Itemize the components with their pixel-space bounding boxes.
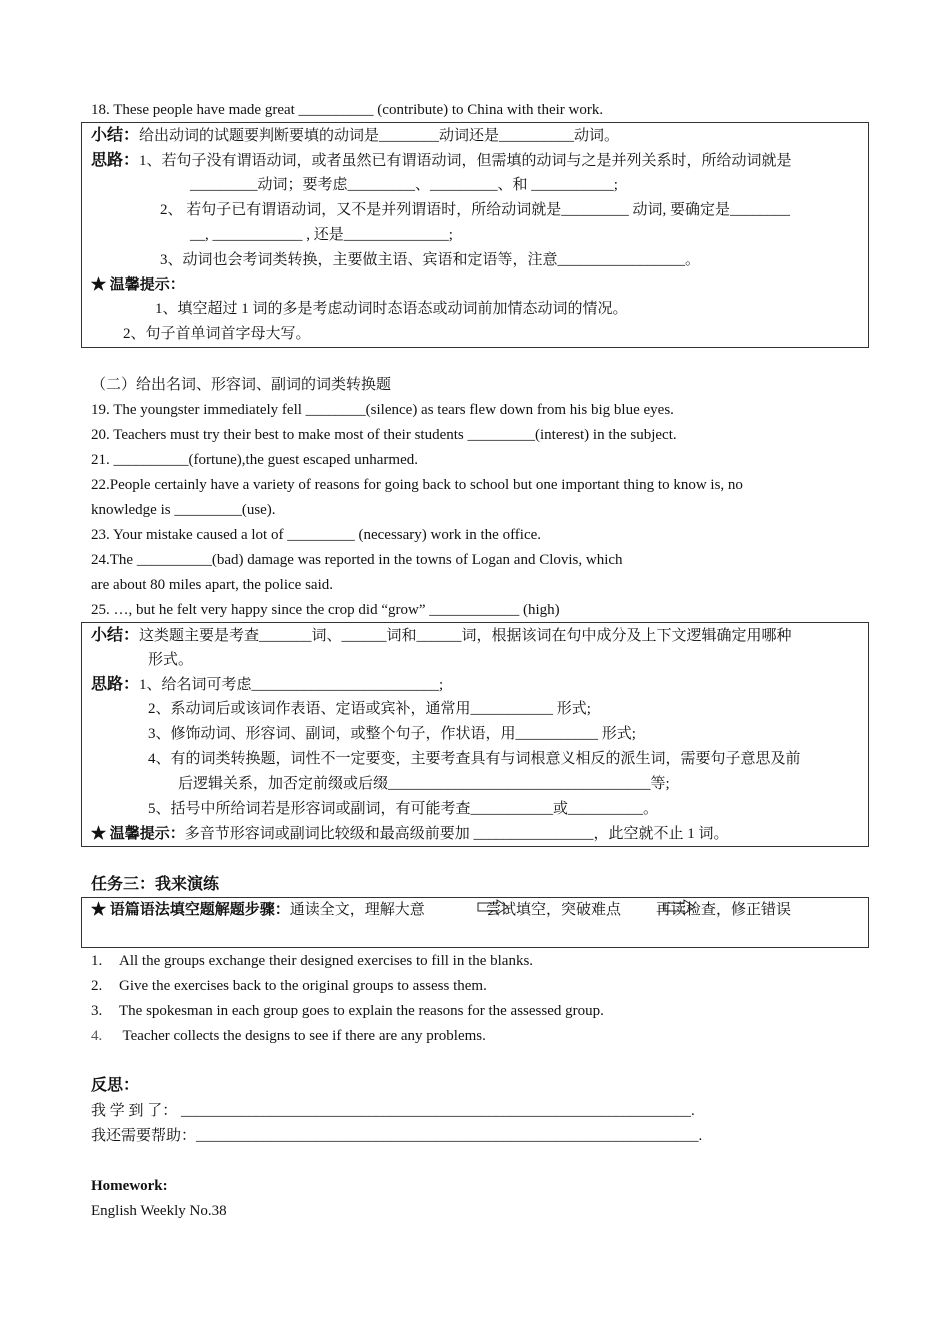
idea2-label: 思路： (91, 676, 140, 693)
question-24-cont: are about 80 miles apart, the police said. (91, 577, 333, 593)
tip2-line (91, 824, 729, 844)
question-22: 22.People certainly have a variety of reasons for going back to school but one important thing to know is, no (91, 477, 743, 493)
reflection-help: 我还需要帮助：___________________________________________________________________. (91, 1128, 703, 1144)
summary-line (91, 126, 619, 146)
reflection-title: 反思： (91, 1077, 140, 1094)
activity-item (91, 1026, 486, 1046)
homework-title: Homework: (91, 1178, 168, 1194)
summary2-text-b: 形式。 (148, 652, 194, 668)
activity-text: Teacher collects the designs to see if there are any problems. (119, 1028, 486, 1044)
activity-num: 2. (91, 978, 103, 994)
step-2: 尝试填空，突破难点 (486, 902, 622, 918)
summary2-text-a: 这类题主要是考查_______词、______词和______词，根据该词在句中成分及上下文逻辑确定用哪种 (139, 628, 792, 644)
tip-2: 2、句子首单词首字母大写。 (123, 326, 311, 342)
summary2-label: 小结： (91, 627, 140, 644)
idea-1a: 1、若句子没有谓语动词，或者虽然已有谓语动词，但需填的动词与之是并列关系时，所给动词就是 (139, 153, 792, 169)
tip-label: ★ 温馨提示： (91, 277, 185, 293)
idea2-line-1 (91, 675, 443, 695)
idea-2b: __, ____________ , 还是______________; (190, 227, 453, 243)
activity-item (91, 1001, 604, 1021)
summary-text: 给出动词的试题要判断要填的动词是________动词还是__________动词。 (139, 128, 620, 144)
idea-2a: 2、 若句子已有谓语动词，又不是并列谓语时，所给动词就是_________ 动词, 要确定是________ (160, 202, 791, 218)
question-22-cont: knowledge is _________(use). (91, 502, 276, 518)
idea2-4a: 4、有的词类转换题，词性不一定要变，主要考查具有与词根意义相反的派生词，需要句子意思及前 (148, 751, 801, 767)
idea-1b: _________动词；要考虑_________、_________、和 ___________; (190, 177, 618, 193)
activity-text: Give the exercises back to the original groups to assess them. (119, 978, 487, 994)
tip-1: 1、填空超过 1 词的多是考虑动词时态语态或动词前加情态动词的情况。 (155, 301, 628, 317)
activity-text: The spokesman in each group goes to explain the reasons for the assessed group. (119, 1003, 604, 1019)
activity-num: 4. (91, 1028, 103, 1044)
step-1: 通读全文，理解大意 (289, 902, 425, 918)
tip2-text: 多音节形容词或副词比较级和最高级前要加 ________________，此空就不止 1 词。 (184, 826, 729, 842)
summary2-line (91, 626, 792, 646)
section-2-title: （二）给出名词、形容词、副词的词类转换题 (91, 377, 392, 393)
activity-num: 1. (91, 953, 103, 969)
idea-label: 思路： (91, 152, 140, 169)
question-20: 20. Teachers must try their best to make most of their students _________(interest) in the subject. (91, 427, 677, 443)
reflection-learned: 我 学 到 了： ____________________________________________________________________. (91, 1103, 695, 1119)
question-25: 25. …, but he felt very happy since the crop did “grow” ____________ (high) (91, 602, 560, 618)
activity-text: All the groups exchange their designed exercises to fill in the blanks. (119, 953, 534, 969)
idea2-2: 2、系动词后或该词作表语、定语或宾补，通常用___________ 形式; (148, 701, 591, 717)
question-21: 21. __________(fortune),the guest escaped unharmed. (91, 452, 418, 468)
question-19: 19. The youngster immediately fell ________(silence) as tears flew down from his big blue eyes. (91, 402, 674, 418)
idea2-3: 3、修饰动词、形容词、副词，或整个句子，作状语，用___________ 形式; (148, 726, 636, 742)
steps-line (91, 900, 425, 920)
activity-item (91, 951, 533, 971)
question-23: 23. Your mistake caused a lot of _________ (necessary) work in the office. (91, 527, 542, 543)
question-24: 24.The __________(bad) damage was reported in the towns of Logan and Clovis, which (91, 552, 623, 568)
steps-label: ★ 语篇语法填空题解题步骤： (91, 902, 290, 918)
question-18: 18. These people have made great __________ (contribute) to China with their work. (91, 102, 604, 118)
idea2-5: 5、括号中所给词若是形容词或副词，有可能考查___________或__________。 (148, 801, 659, 817)
activity-item (91, 976, 487, 996)
tip2-label: ★ 温馨提示： (91, 826, 185, 842)
activity-num: 3. (91, 1003, 103, 1019)
idea-3: 3、动词也会考词类转换，主要做主语、宾语和定语等，注意_________________。 (160, 252, 701, 268)
task3-title: 任务三：我来演练 (91, 876, 220, 893)
summary-label: 小结： (91, 127, 140, 144)
idea2-1: 1、给名词可考虑_________________________; (139, 677, 444, 693)
homework-text: English Weekly No.38 (91, 1203, 227, 1219)
idea2-4b: 后逻辑关系，加否定前缀或后缀___________________________________等; (178, 776, 670, 792)
step-3: 再读检查，修正错误 (656, 902, 792, 918)
idea-line-1 (91, 151, 792, 171)
